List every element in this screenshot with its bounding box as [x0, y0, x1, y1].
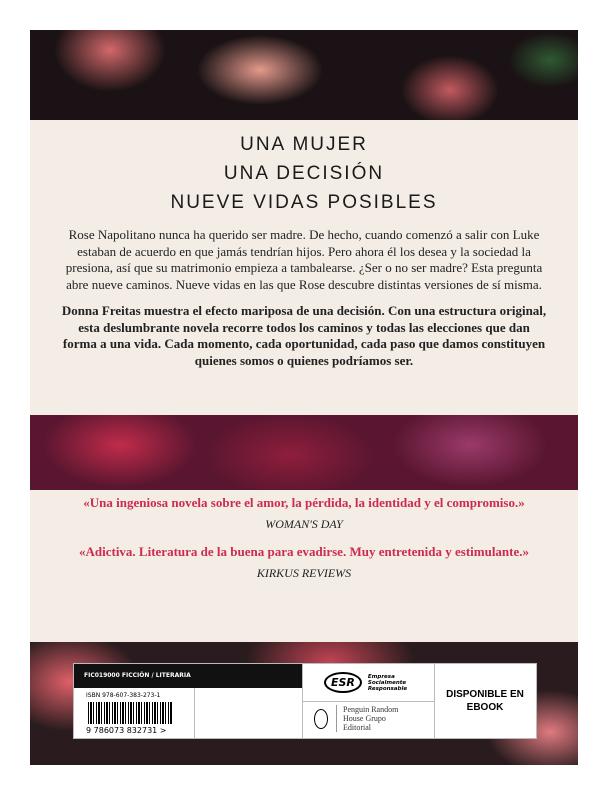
headline [170, 130, 437, 217]
review-source: KIRKUS REVIEWS [256, 566, 352, 580]
review-quote: «Una ingeniosa novela sobre el amor, la pérdida, la identidad y el compromiso.» [83, 495, 525, 510]
isbn: ISBN 978-607-383-273-1 [86, 692, 161, 699]
barcode-digits: 9 786073 832731 > [86, 726, 167, 735]
esr-logo: ESR [324, 672, 362, 693]
category-label: FIC019000 FICCIÓN / LITERARIA [74, 664, 302, 688]
headline-line: UNA DECISIÓN [223, 163, 385, 184]
review-source: WOMAN'S DAY [265, 517, 343, 531]
barcode [88, 702, 172, 724]
review-quote: «Adictiva. Literatura de la buena para evadirse. Muy entretenida y estimulante.» [78, 544, 530, 559]
esr-text: Empresa Socialmente Responsable [367, 673, 408, 692]
ebook-availability: DISPONIBLE EN EBOOK [446, 689, 524, 713]
penguin-logo-icon [314, 709, 328, 729]
highlight-text: Donna Freitas muestra el efecto mariposa de una decisión. Con una estructura original, esta deslumbrante novela recorre todos los caminos y todas las elecciones que dan forma a una vida. Cada momento, cada oportunidad, cada paso que damos constituyen quienes somos o quienes podríamos ser. [61, 303, 547, 368]
book-back-cover [30, 30, 578, 765]
barcode-panel [73, 663, 537, 739]
floral-middle-band [30, 415, 578, 490]
reviews-area [70, 494, 538, 640]
synopsis: Rose Napolitano nunca ha querido ser madre. De hecho, cuando comenzó a salir con Luke estaban de acuerdo en que jamás tendrían hijos. Pero ahora él los desea y la sociedad la presiona, así que su matrimonio empieza a tambalearse. ¿Ser o no ser madre? Esta pregunta abre nueve caminos. Nueve vidas en las que Rose descubre distintas versiones de sí misma. [65, 227, 543, 292]
headline-line: NUEVE VIDAS POSIBLES [170, 192, 438, 213]
description-area [60, 130, 548, 412]
headline-line: UNA MUJER [240, 134, 368, 155]
publisher-name: Penguin Random House Grupo Editorial [336, 705, 413, 732]
floral-top-band [30, 30, 578, 120]
